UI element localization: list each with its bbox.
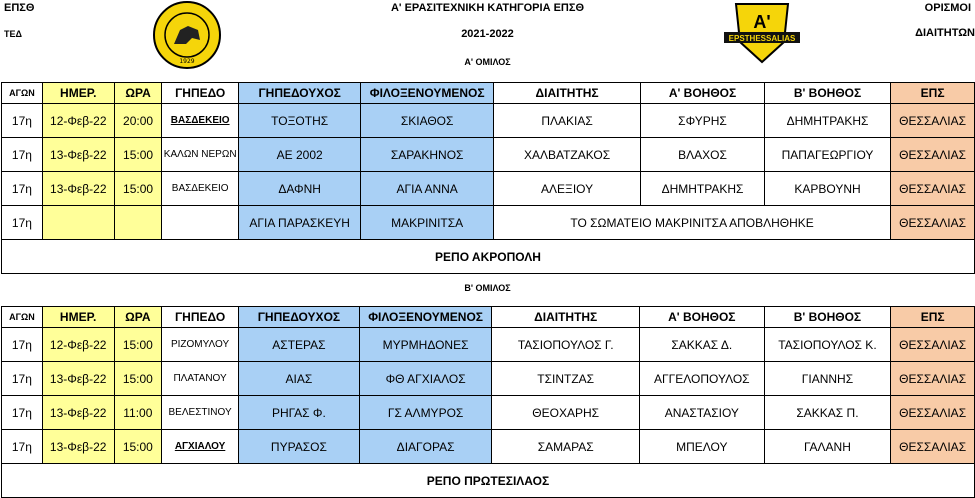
season: 2021-2022 [461,28,514,40]
col-eps: ΕΠΣ [891,307,975,328]
group-a-title: Α' ΟΜΙΛΟΣ [464,57,511,67]
header-left-bottom: ΤΕΔ [4,29,22,39]
cell-time: 15:00 [114,362,162,396]
col-venue: ΓΗΠΕΔΟ [162,83,239,104]
cell-referee: ΘΕΟΧΑΡΗΣ [492,396,640,430]
table-row [2,206,975,240]
cell-date [42,206,114,240]
repo-row [2,240,975,274]
col-date: ΗΜΕΡ. [42,83,114,104]
table-row [2,430,975,464]
cell-agon: 17η [2,396,43,430]
cell-eps: ΘΕΣΣΑΛΙΑΣ [891,172,975,206]
cell-assistant-1: ΣΦΥΡΗΣ [641,104,765,138]
cell-assistant-2: ΓΑΛΑΝΗ [764,430,891,464]
cell-eps: ΘΕΣΣΑΛΙΑΣ [891,328,975,362]
cell-date: 12-Φεβ-22 [42,104,114,138]
cell-home: ΑΓΙΑ ΠΑΡΑΣΚΕΥΗ [239,206,361,240]
col-eps: ΕΠΣ [891,83,975,104]
cell-venue: ΒΑΣΔΕΚΕΙΟ [162,104,239,138]
cell-time: 15:00 [114,138,162,172]
page-title: Α' ΕΡΑΣΙΤΕΧΝΙΚΗ ΚΑΤΗΓΟΡΙΑ ΕΠΣΘ [390,2,585,14]
cell-home: ΔΑΦΝΗ [239,172,361,206]
cell-time: 20:00 [114,104,162,138]
cell-away: ΑΓΙΑ ΑΝΝΑ [361,172,494,206]
repo-team: ΡΕΠΟ ΑΚΡΟΠΟΛΗ [2,240,975,274]
left-logo-year: 1929 [179,58,195,65]
cell-time: 15:00 [114,328,162,362]
col-referee: ΔΙΑΙΤΗΤΗΣ [492,307,640,328]
cell-home: ΑΕ 2002 [239,138,361,172]
cell-agon: 17η [2,104,43,138]
cell-time: 15:00 [114,430,162,464]
cell-away: ΓΣ ΑΛΜΥΡΟΣ [359,396,492,430]
cell-home: ΑΣΤΕΡΑΣ [239,328,360,362]
cell-time [114,206,162,240]
table-row [2,172,975,206]
repo-row [2,464,975,498]
cell-referee: ΤΣΙΝΤΖΑΣ [492,362,640,396]
cell-venue: ΚΑΛΩΝ ΝΕΡΩΝ [162,138,239,172]
cell-assistant-2: ΠΑΠΑΓΕΩΡΓΙΟΥ [764,138,890,172]
right-league-logo [722,2,802,64]
cell-eps: ΘΕΣΣΑΛΙΑΣ [891,430,975,464]
cell-assistant-1: ΔΗΜΗΤΡΑΚΗΣ [641,172,765,206]
cell-date: 13-Φεβ-22 [42,396,114,430]
header-right-top: ΟΡΙΣΜΟΙ [924,2,971,14]
cell-home: ΡΗΓΑΣ Φ. [239,396,360,430]
cell-home: ΠΥΡΑΣΟΣ [239,430,360,464]
cell-eps: ΘΕΣΣΑΛΙΑΣ [891,206,975,240]
cell-assistant-2: ΣΑΚΚΑΣ Π. [764,396,891,430]
col-away: ΦΙΛΟΞΕΝΟΥΜΕΝΟΣ [361,83,494,104]
cell-away: ΜΥΡΜΗΔΟΝΕΣ [359,328,492,362]
cell-assistant-2: ΤΑΣΙΟΠΟΥΛΟΣ Κ. [764,328,891,362]
group-b-table [1,306,975,498]
cell-assistant-2: ΓΙΑΝΝΗΣ [764,362,891,396]
table-row [2,362,975,396]
col-home: ΓΗΠΕΔΟΥΧΟΣ [239,83,361,104]
col-time: ΩΡΑ [114,83,162,104]
cell-date: 12-Φεβ-22 [42,328,114,362]
cell-away: ΔΙΑΓΟΡΑΣ [359,430,492,464]
cell-home: ΑΙΑΣ [239,362,360,396]
col-time: ΩΡΑ [114,307,162,328]
table-row [2,104,975,138]
cell-venue [162,206,239,240]
cell-referee: ΠΛΑΚΙΑΣ [493,104,640,138]
cell-expulsion-note: ΤΟ ΣΩΜΑΤΕΙΟ ΜΑΚΡΙΝΙΤΣΑ ΑΠΟΒΛΗΘΗΚΕ [493,206,890,240]
right-logo-banner: EPSTHESSALIAS [728,34,796,43]
cell-venue: ΠΛΑΤΑΝΟΥ [162,362,239,396]
cell-venue: ΑΓΧΙΑΛΟΥ [162,430,239,464]
cell-eps: ΘΕΣΣΑΛΙΑΣ [891,362,975,396]
table-row [2,138,975,172]
cell-assistant-1: ΜΠΕΛΟΥ [640,430,765,464]
cell-assistant-1: ΣΑΚΚΑΣ Δ. [640,328,765,362]
table-row [2,328,975,362]
col-venue: ΓΗΠΕΔΟ [162,307,239,328]
cell-away: ΜΑΚΡΙΝΙΤΣΑ [361,206,494,240]
table-header-row [2,307,975,328]
cell-agon: 17η [2,328,43,362]
repo-team: ΡΕΠΟ ΠΡΩΤΕΣΙΛΑΟΣ [2,464,975,498]
cell-eps: ΘΕΣΣΑΛΙΑΣ [891,104,975,138]
cell-referee: ΑΛΕΞΙΟΥ [493,172,640,206]
cell-eps: ΘΕΣΣΑΛΙΑΣ [891,138,975,172]
cell-agon: 17η [2,138,43,172]
cell-time: 15:00 [114,172,162,206]
cell-away: ΦΘ ΑΓΧΙΑΛΟΣ [359,362,492,396]
table-header-row [2,83,975,104]
col-date: ΗΜΕΡ. [42,307,114,328]
cell-agon: 17η [2,206,43,240]
col-agon: ΑΓΩΝ [2,307,43,328]
table-row [2,396,975,430]
cell-home: ΤΟΞΟΤΗΣ [239,104,361,138]
cell-agon: 17η [2,362,43,396]
group-a-table [1,82,975,274]
cell-date: 13-Φεβ-22 [42,362,114,396]
cell-away: ΣΚΙΑΘΟΣ [361,104,494,138]
cell-referee: ΤΑΣΙΟΠΟΥΛΟΣ Γ. [492,328,640,362]
col-away: ΦΙΛΟΞΕΝΟΥΜΕΝΟΣ [359,307,492,328]
header-left-top: ΕΠΣΘ [4,2,35,14]
cell-assistant-1: ΒΛΑΧΟΣ [641,138,765,172]
cell-agon: 17η [2,172,43,206]
right-logo-mark: Α' [753,12,771,32]
cell-venue: ΒΑΣΔΕΚΕΙΟ [162,172,239,206]
cell-agon: 17η [2,430,43,464]
col-assistant-2: Β' ΒΟΗΘΟΣ [764,307,891,328]
cell-date: 13-Φεβ-22 [42,430,114,464]
col-agon: ΑΓΩΝ [2,83,43,104]
cell-assistant-1: ΑΓΓΕΛΟΠΟΥΛΟΣ [640,362,765,396]
group-b-title: Β' ΟΜΙΛΟΣ [464,283,511,293]
col-referee: ΔΙΑΙΤΗΤΗΣ [493,83,640,104]
cell-referee: ΣΑΜΑΡΑΣ [492,430,640,464]
header-right-bottom: ΔΙΑΙΤΗΤΩΝ [915,27,975,39]
cell-assistant-2: ΔΗΜΗΤΡΑΚΗΣ [764,104,890,138]
col-assistant-1: Α' ΒΟΗΘΟΣ [640,307,765,328]
cell-assistant-2: ΚΑΡΒΟΥΝΗ [764,172,890,206]
cell-date: 13-Φεβ-22 [42,138,114,172]
cell-referee: ΧΑΛΒΑΤΖΑΚΟΣ [493,138,640,172]
cell-date: 13-Φεβ-22 [42,172,114,206]
col-assistant-1: Α' ΒΟΗΘΟΣ [641,83,765,104]
cell-eps: ΘΕΣΣΑΛΙΑΣ [891,396,975,430]
col-assistant-2: Β' ΒΟΗΘΟΣ [764,83,890,104]
cell-time: 11:00 [114,396,162,430]
cell-venue: ΡΙΖΟΜΥΛΟΥ [162,328,239,362]
col-home: ΓΗΠΕΔΟΥΧΟΣ [239,307,360,328]
cell-venue: ΒΕΛΕΣΤΙΝΟΥ [162,396,239,430]
cell-assistant-1: ΑΝΑΣΤΑΣΙΟΥ [640,396,765,430]
cell-away: ΣΑΡΑΚΗΝΟΣ [361,138,494,172]
